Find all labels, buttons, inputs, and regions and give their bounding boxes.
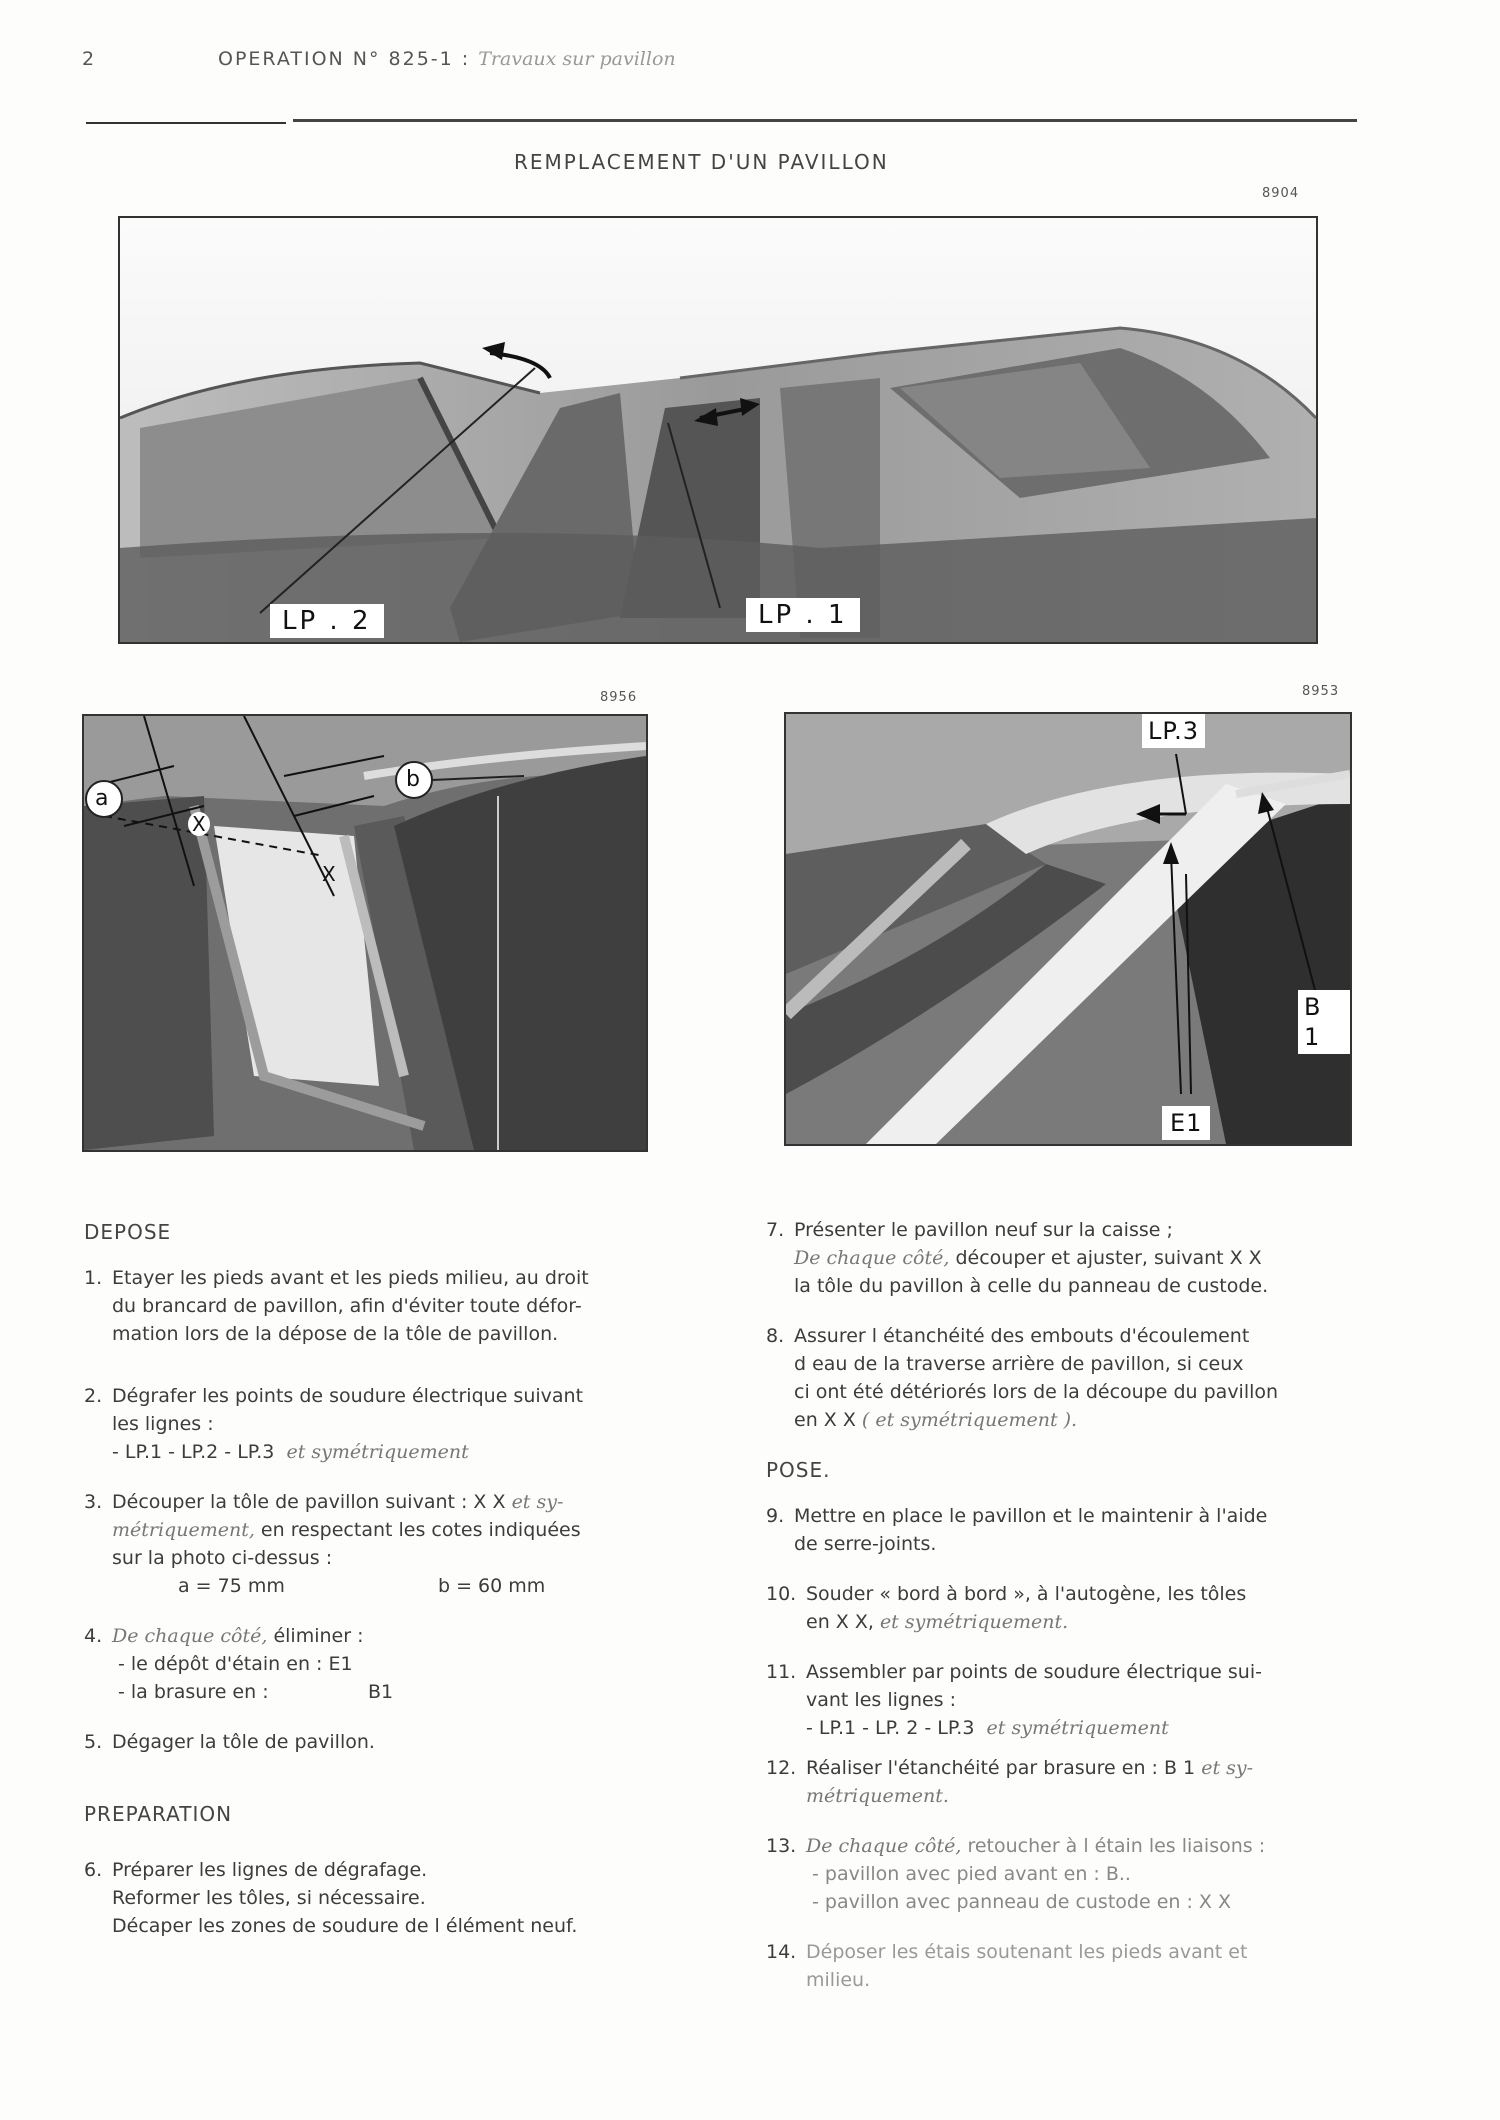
step-12: 12. Réaliser l'étanchéité par brasure en : B 1 et sy- métriquement. <box>766 1757 1254 1807</box>
step-3: 3. Découper la tôle de pavillon suivant : X X et sy- métriquement, en respectant les cotes indiquées sur la photo ci-dessus : a = 75 mm b = 60 mm <box>84 1491 581 1597</box>
label-b: b <box>406 767 420 792</box>
page-header <box>218 48 676 70</box>
header-rule-left <box>86 122 286 124</box>
step-14: 14. Déposer les étais soutenant les pieds avant et milieu. <box>766 1941 1248 1991</box>
step-2: 2. Dégrafer les points de soudure électrique suivant les lignes : - LP.1 - LP.2 - LP.3 et symétriquement <box>84 1385 584 1463</box>
label-e1: E1 <box>1162 1106 1210 1140</box>
label-b1: B 1 <box>1298 990 1350 1054</box>
heading-depose: DEPOSE <box>84 1220 172 1244</box>
step-13: 13. De chaque côté, retoucher à l étain les liaisons : - pavillon avec pied avant en : B.. - pavillon avec panneau de custode en : X X <box>766 1835 1266 1913</box>
column-right <box>766 1216 1366 2016</box>
photo-cut-dimensions <box>82 714 648 1152</box>
column-left <box>84 1218 684 1962</box>
page-title: REMPLACEMENT D'UN PAVILLON <box>514 150 889 174</box>
label-x-right: X <box>322 862 336 886</box>
operation-number: OPERATION N° 825-1 : <box>218 48 471 70</box>
step-5: 5. Dégager la tôle de pavillon. <box>84 1731 375 1753</box>
label-x-left: X <box>188 812 210 836</box>
step-10: 10. Souder « bord à bord », à l'autogène, les tôles en X X, et symétriquement. <box>766 1583 1247 1633</box>
step-11: 11. Assembler par points de soudure électrique sui- vant les lignes : - LP.1 - LP. 2 - LP.3 et symétriquement <box>766 1661 1262 1739</box>
label-lp1: LP . 1 <box>746 598 860 632</box>
photo-roof-side-view <box>118 216 1318 644</box>
figure-ref-right: 8953 <box>1302 684 1340 699</box>
photo-tin-braze-zones <box>784 712 1352 1146</box>
header-rule-right <box>293 119 1357 122</box>
label-lp3: LP.3 <box>1142 714 1205 748</box>
step-1: 1. Etayer les pieds avant et les pieds milieu, au droit du brancard de pavillon, afin d'éviter toute défor- mation lors de la dépose de la tôle de pavillon. <box>84 1267 589 1345</box>
step-4: 4. De chaque côté, éliminer : - le dépôt d'étain en : E1 - la brasure en : B1 <box>84 1625 394 1703</box>
page-number: 2 <box>82 48 97 70</box>
operation-subject: Travaux sur pavillon <box>478 48 676 70</box>
heading-preparation: PREPARATION <box>84 1802 233 1826</box>
label-a: a <box>95 786 109 811</box>
step-7: 7. Présenter le pavillon neuf sur la caisse ; De chaque côté, découper et ajuster, suivant X X la tôle du pavillon à celle du panneau de custode. <box>766 1219 1269 1297</box>
step-6: 6. Préparer les lignes de dégrafage. Reformer les tôles, si nécessaire. Décaper les zones de soudure de l élément neuf. <box>84 1859 578 1937</box>
step-9: 9. Mettre en place le pavillon et le maintenir à l'aide de serre-joints. <box>766 1505 1268 1555</box>
figure-ref-top: 8904 <box>1262 186 1300 201</box>
heading-pose: POSE. <box>766 1458 831 1482</box>
step-8: 8. Assurer l étanchéité des embouts d'écoulement d eau de la traverse arrière de pavillon, si ceux ci ont été détériorés lors de la découpe du pavillon en X X ( et symétriquement ). <box>766 1325 1279 1431</box>
label-lp2: LP . 2 <box>270 604 384 638</box>
figure-ref-left: 8956 <box>600 690 638 705</box>
